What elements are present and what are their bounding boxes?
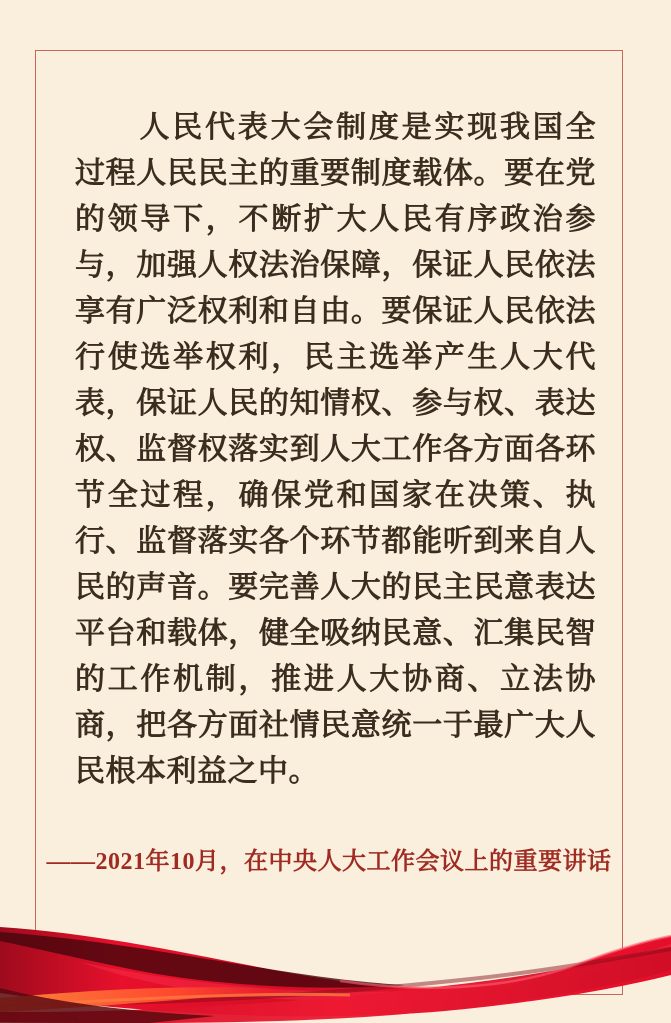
frame-border: [35, 50, 623, 995]
quote-attribution: ——2021年10月，在中央人大工作会议上的重要讲话: [46, 849, 612, 875]
red-ribbon-graphic: [0, 900, 671, 1023]
quote-body-text: 人民代表大会制度是实现我国全过程人民民主的重要制度载体。要在党的领导下，不断扩大人民有序政治参与，加强人权法治保障，保证人民依法享有广泛权利和自由。要保证人民依法行使选举权利，民主选举产生人大代表，保证人民的知情权、参与权、表达权、监督权落实到人大工作各方面各环节全过程，确保党和国家在决策、执行、监督落实各个环节都能听到来自人民的声音。要完善人大的民主民意表达平台和载体，健全吸纳民意、汇集民智的工作机制，推进人大协商、立法协商，把各方面社情民意统一于最广大人民根本利益之中。: [75, 111, 596, 788]
